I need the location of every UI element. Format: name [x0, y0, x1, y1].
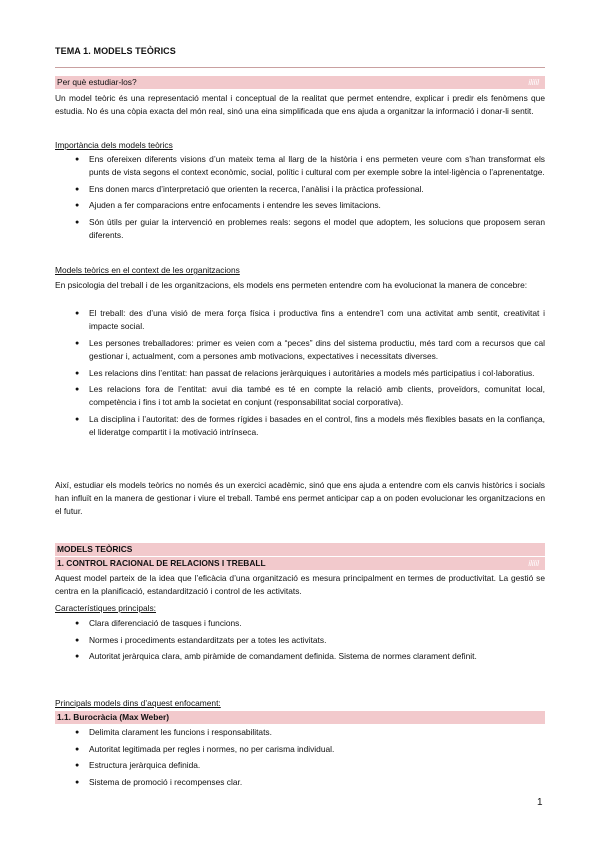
- bullet-icon: ●: [75, 653, 80, 661]
- bureaucracy-list: [0, 726, 545, 792]
- subsection-heading-1-label: 1. CONTROL RACIONAL DE RELACIONS I TREBALL: [57, 558, 266, 568]
- context-list: [0, 307, 545, 443]
- list-item: ● Són útils per guiar la intervenció en problemes reals: segons el model que adoptem, les solucions que proposem seran diferents.: [75, 216, 545, 241]
- section-heading-models: [55, 543, 545, 556]
- importance-title: Importància dels models teòrics: [55, 140, 173, 150]
- context-intro: En psicologia del treball i de les organitzacions, els models ens permeten entendre com ha evolucionat la manera de concebre:: [55, 280, 528, 290]
- characteristics-list: [0, 617, 545, 667]
- context-title: Models teòrics en el context de les organitzacions: [55, 265, 240, 275]
- list-item: ● Ens donen marcs d’interpretació que orienten la recerca, l’anàlisi i la pràctica professional.: [0, 183, 545, 196]
- subsection-heading-1: [55, 557, 545, 570]
- list-item: ● Clara diferenciació de tasques i funcions.: [0, 617, 545, 630]
- list-item: ● Ajuden a fer comparacions entre enfocaments i entendre les seves limitacions.: [0, 199, 545, 212]
- bullet-icon: ●: [75, 369, 80, 377]
- title-rule: [55, 67, 545, 68]
- bullet-icon: ●: [75, 729, 80, 736]
- bullet-icon: ●: [75, 202, 80, 210]
- section-heading-models-label: MODELS TEÒRICS: [57, 544, 133, 554]
- characteristics-title: Característiques principals:: [55, 603, 157, 613]
- list-item: ● Les relacions fora de l’entitat: avui dia també es té en compte la relació amb clients, proveïdors, comunitat local, competència i fins i tot amb la societat en conjunt (responsabilitat social corporativa).: [75, 384, 545, 408]
- main-models-title: Principals models dins d’aquest enfocament:: [55, 698, 221, 708]
- bullet-icon: ●: [75, 339, 80, 347]
- list-item: ● Sistema de promoció i recompenses clar.: [0, 776, 545, 789]
- bullet-icon: ●: [75, 620, 80, 627]
- bullet-icon: ●: [75, 636, 80, 644]
- bullet-icon: ●: [75, 745, 80, 753]
- list-item: ● Autoritat legitimada per regles i normes, no per carisma individual.: [0, 743, 545, 756]
- list-item: ● Delimita clarament les funcions i responsabilitats.: [0, 726, 545, 739]
- bullet-icon: ●: [75, 156, 80, 163]
- subsection-heading-1-1: [55, 711, 545, 724]
- section-heading-why-label: Per què estudiar-los?: [57, 77, 137, 87]
- bullet-icon: ●: [75, 185, 80, 193]
- bullet-icon: ●: [75, 218, 80, 226]
- document-title: TEMA 1. MODELS TEÒRICS: [55, 46, 176, 56]
- subsection-heading-1-1-label: 1.1. Burocràcia (Max Weber): [57, 712, 170, 722]
- list-item: ● Estructura jeràrquica definida.: [0, 759, 545, 772]
- bullet-icon: ●: [75, 386, 80, 394]
- importance-list: [0, 153, 545, 246]
- bullet-icon: ●: [75, 310, 80, 317]
- list-item: ● Les persones treballadores: primer es veien com a “peces” dins del sistema productiu, més tard com a recursos que cal gestionar i, actualment, com a persones amb motivacions, expectatives i necessitats diverses.: [75, 337, 545, 361]
- intro-paragraph: Un model teòric és una representació mental i conceptual de la realitat que permet entendre, explicar i predir els fenòmens que estudia. No és una còpia exacta del món real, sinó una eina simplificada que ens ajuda a organitzar la informació i donar-li sentit.: [55, 93, 545, 116]
- bullet-icon: ●: [75, 415, 80, 423]
- list-item: ● La disciplina i l’autoritat: des de formes rígides i basades en el control, fins a models més flexibles basats en la confiança, el lideratge compartit i la motivació intrínseca.: [75, 413, 545, 438]
- bullet-icon: ●: [75, 762, 80, 770]
- list-item: ● Normes i procediments estandarditzats per a totes les activitats.: [0, 634, 545, 647]
- bullet-icon: ●: [75, 778, 80, 786]
- model-intro: Aquest model parteix de la idea que l’eficàcia d’una organització es mesura principalment en termes de productivitat. La gestió se centra en la planificació, estandardització i control de les activitats.: [55, 573, 545, 596]
- watermark: ililil: [528, 559, 539, 568]
- list-item: ● El treball: des d’una visió de mera força física i productiva fins a entendre’l com una activitat amb sentit, creativitat i impacte social.: [75, 308, 545, 332]
- conclusion-paragraph: Així, estudiar els models teòrics no només és un exercici acadèmic, sinó que ens ajuda a entendre com els canvis històrics i socials han influït en la manera de gestionar i viure el treball. També ens permet anticipar cap a on poden evolucionar les organitzacions en el futur.: [55, 480, 545, 516]
- list-item: ● Autoritat jeràrquica clara, amb piràmide de comandament definida. Sistema de normes clarament definit.: [0, 650, 545, 663]
- watermark: ililil: [528, 78, 539, 87]
- list-item: ● Les relacions dins l’entitat: han passat de relacions jeràrquiques i autoritàries a models més participatius i col·laboratius.: [0, 367, 545, 380]
- list-item: ● Ens ofereixen diferents visions d’un mateix tema al llarg de la història i ens permeten veure com s’han transformat els punts de vista segons el context econòmic, social, polític i cultural com per exemple sobre la intel·ligència o l’aprenentatge.: [75, 154, 545, 178]
- section-heading-why: [55, 76, 545, 89]
- page-number: 1: [537, 797, 543, 808]
